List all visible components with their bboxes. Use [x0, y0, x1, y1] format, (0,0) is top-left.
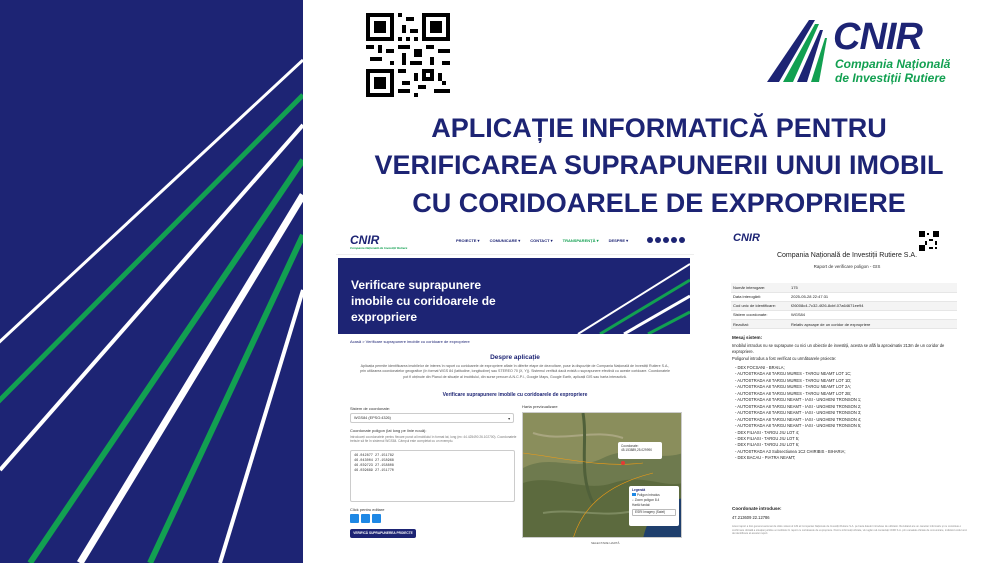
list-item: - AUTOSTRADA A8 TARGU MURES - TARGU NEAMT LOT 2A;	[735, 384, 852, 390]
polygon-hint-text-2: Coordonatele trebuie să fie în sistemul WGS84. Câmpul este completat cu un exemplu.	[350, 435, 517, 444]
system-message-title: Mesaj sistem:	[732, 335, 763, 340]
breadcrumb[interactable]: Acasă > Verificare suprapunere imobile cu coridoare de expropriere	[350, 339, 470, 344]
list-item: - DEX FILIASI - TARGU JIU LOT 5;	[735, 435, 800, 441]
hero-stripes-graphic	[538, 258, 690, 334]
table-row	[731, 292, 957, 301]
list-item: - DEX FILIASI - TARGU JIU LOT 6;	[735, 442, 800, 448]
qr-code[interactable]	[366, 13, 450, 97]
logo-subtitle-line1: Compania Națională	[835, 57, 951, 71]
projects-list	[735, 365, 861, 462]
list-item: - AUTOSTRADA A3 Subsectiunea 1C2 CHIRIBIS - BIHARIA;	[735, 448, 846, 454]
row-value: 175	[789, 283, 957, 292]
slide-headline	[318, 110, 1000, 222]
headline-line-1: APLICAȚIE INFORMATICĂ PENTRU	[431, 113, 887, 143]
map-legend	[629, 486, 679, 526]
checked-projects-title: Poligonul introdus a fost verificat cu următoarele proiecte:	[732, 355, 837, 361]
diagonal-stripes-graphic	[0, 0, 303, 563]
decorative-panel	[0, 0, 303, 563]
map-popup	[618, 442, 662, 459]
nav-item-despre[interactable]: DESPRE ▾	[608, 238, 629, 243]
row-value: f26008c4-7c32-4f26-8cbf-07a64671ee94	[789, 301, 957, 310]
report-disclaimer: Acest raport a fost generat automat de către sistemul GIS al Companiei Naționale de Investiții Rutiere S.A. pe baza datelor introduse de utilizator. Rezultatul are un caracter informativ și nu constituie o confirmare oficială a situației juridice a imobilului în raport cu coridoarele de expropriere. Pentru informații oficiale, vă rugăm să contactați CNIR S.A. prin canalele oficiale de comunicare, indicând codul unic de identificare al acestui raport.	[732, 525, 967, 536]
polygon-hint-text: Introduceți coordonatele pentru fiecare punct al imobilului în format lat, long (ex: 44.425490 26.102700).	[350, 435, 497, 439]
draw-tools-label: Click pentru editare	[350, 507, 385, 512]
report-logo: CNIR	[733, 232, 760, 244]
report-subtitle: Raport de verificare poligon - GIS	[813, 264, 881, 269]
draw-tools	[350, 514, 381, 523]
tiktok-icon[interactable]	[679, 237, 685, 243]
list-item: - AUTOSTRADA A8 TARGU NEAMT - IASI - UNGHENI TRONSON 3;	[735, 410, 862, 416]
row-key: Sistem coordonate:	[731, 310, 789, 319]
row-value: Relativ aproape de un coridor de expropriere	[789, 320, 957, 329]
site-navbar	[336, 227, 694, 255]
coords-title: Coordonate introduse:	[732, 506, 782, 511]
list-item: - AUTOSTRADA A8 TARGU NEAMT - IASI - UNGHENI TRONSON 2;	[735, 403, 862, 409]
row-key: Data interogării:	[731, 292, 789, 301]
row-key: Număr interogare:	[731, 283, 789, 292]
about-text: Aplicația permite identificarea imobilelor de interes în raport cu coridoarele de expropriere aflate în diferite etape de dezvoltare, puse la dispoziție de Compania Națională de Investiții Rutiere S.A., prin utilizarea coordonatelor geografice (în format WGS 84 (latitudine, longitudine) sau STEREO 70 (X, Y)). Sistemul verifică dacă există o suprapunere efectivă cu aceste coridoare. Coordonatele pot fi obținute din Planul de situație al imobilului, din surse precum A.N.C.P.I., Google Maps, Google Earth, aplicații GIS sau harta interactivă.	[360, 364, 670, 379]
cnir-logo	[765, 16, 989, 86]
basemap-select-value: ESRI Imagery (Satel)	[635, 509, 666, 514]
legend-title: Legendă	[632, 488, 646, 492]
list-item: - AUTOSTRADA A8 TARGU NEAMT - IASI - UNGHENI TRONSON 5;	[735, 423, 862, 429]
youtube-icon[interactable]	[655, 237, 661, 243]
list-item: - DEX FOCSANI - BRAILA;	[735, 365, 785, 370]
site-logo[interactable]	[350, 233, 407, 250]
hero-banner	[338, 258, 690, 334]
instagram-icon[interactable]	[671, 237, 677, 243]
system-message	[732, 343, 964, 362]
report-screenshot	[727, 227, 974, 563]
report-company: Compania Națională de Investiții Rutiere S.A.	[776, 252, 918, 259]
map-popup-value: 45.153889,25.029990	[621, 448, 653, 453]
list-item: - AUTOSTRADA A8 TARGU MURES - TARGU NEAMT LOT 2B;	[735, 390, 852, 396]
logo-wordmark: CNIR	[833, 16, 922, 58]
list-item: - AUTOSTRADA A8 TARGU NEAMT - IASI - UNGHENI TRONSON 4;	[735, 416, 862, 422]
list-item: - DEX BACAU - PIATRA NEAMT;	[735, 455, 796, 461]
polygon-swatch-icon	[632, 493, 636, 496]
coord-system-select[interactable]	[350, 413, 514, 423]
map-label: Harta previzualizare	[522, 404, 558, 409]
site-logo-subtitle: Compania Națională de Investiții Rutiere	[350, 246, 408, 250]
row-value: WGS84	[789, 310, 957, 319]
nav-item-comunicare[interactable]: COMUNICARE ▾	[489, 238, 521, 243]
polygon-coordinates-input[interactable]	[350, 450, 515, 502]
delete-icon[interactable]	[372, 514, 381, 523]
facebook-icon[interactable]	[647, 237, 653, 243]
list-item: - AUTOSTRADA A8 TARGU NEAMT - IASI - UNGHENI TRONSON 1;	[735, 397, 862, 403]
linkedin-icon[interactable]	[663, 237, 669, 243]
chevron-down-icon: ▾	[508, 417, 510, 421]
map-footer[interactable]: SELECTARE HARTĂ	[591, 541, 620, 545]
hero-title: Verificare suprapunere imobile cu coridoarele de expropriere	[351, 278, 496, 324]
row-key: Cod unic de identificare:	[731, 301, 789, 310]
headline-line-3: CU CORIDOARELE DE EXPROPRIERE	[412, 187, 906, 218]
edit-icon[interactable]	[361, 514, 370, 523]
table-row	[731, 310, 957, 319]
polygon-coordinates-value: 46.042877 27.151782 46.043004 27.158968 46.039723 27.158808 46.039689 27.151770	[354, 454, 394, 474]
verify-button[interactable]: VERIFICĂ SUPRAPUNEREA PROIECTE	[350, 529, 416, 538]
basemap-select[interactable]	[632, 509, 676, 516]
road-lines-logo-icon	[765, 16, 835, 84]
preview-map[interactable]	[522, 412, 682, 538]
row-key: Rezultat:	[731, 320, 789, 329]
list-item: - AUTOSTRADA A8 TARGU MURES - TARGU NEAMT LOT 1D;	[735, 377, 852, 383]
section-title: Verificare suprapunere imobile cu coridoarele de expropriere	[442, 392, 588, 398]
basemap-label: Hartă fundal:	[632, 503, 651, 508]
logo-subtitle-line2: de Investiții Rutiere	[835, 71, 946, 85]
map-popup-title: Coordonate:	[621, 444, 639, 448]
row-value: 2025-05-28 22:47:31	[789, 292, 957, 301]
about-title: Despre aplicație	[490, 354, 540, 361]
table-row	[731, 320, 957, 329]
report-qr-code	[919, 231, 939, 251]
polygon-label: Coordonate poligon (lat long pe linie nouă):	[350, 428, 427, 433]
zoom-icon: ⌕	[632, 498, 634, 503]
list-item: - DEX FILIASI - TARGU JIU LOT 4;	[735, 429, 800, 435]
nav-item-transparenta[interactable]: TRANSPARENȚĂ ▾	[562, 238, 599, 243]
nav-menu	[456, 238, 628, 243]
social-icons	[647, 237, 685, 243]
table-row	[731, 283, 957, 292]
list-item: - AUTOSTRADA A8 TARGU MURES - TARGU NEAMT LOT 1C;	[735, 371, 852, 377]
coords-value: 47.213609 22.12786	[732, 515, 770, 520]
legend-item-zoom-label: Zoom poligon 8.4	[634, 498, 660, 503]
draw-polygon-icon[interactable]	[350, 514, 359, 523]
system-message-text: Imobilul introdus nu se suprapune cu nici un obiectiv de investiții, acesta se află la aproximativ 213m de un coridor de expropriere.	[732, 343, 945, 355]
polygon-hint	[350, 435, 520, 444]
nav-item-proiecte[interactable]: PROIECTE ▾	[456, 238, 480, 243]
report-details-table	[731, 283, 957, 329]
table-row	[731, 301, 957, 310]
headline-line-2: VERIFICAREA SUPRAPUNERII UNUI IMOBIL	[374, 150, 944, 181]
coord-system-value: WGS84 (EPSG:4326)	[354, 416, 391, 420]
legend-item-polygon-label: Poligon introdus	[636, 493, 660, 498]
coord-system-label: Sistem de coordonate:	[350, 406, 391, 411]
app-screenshot	[336, 227, 694, 563]
site-logo-text: CNIR	[350, 233, 380, 247]
nav-item-contact[interactable]: CONTACT ▾	[530, 238, 553, 243]
